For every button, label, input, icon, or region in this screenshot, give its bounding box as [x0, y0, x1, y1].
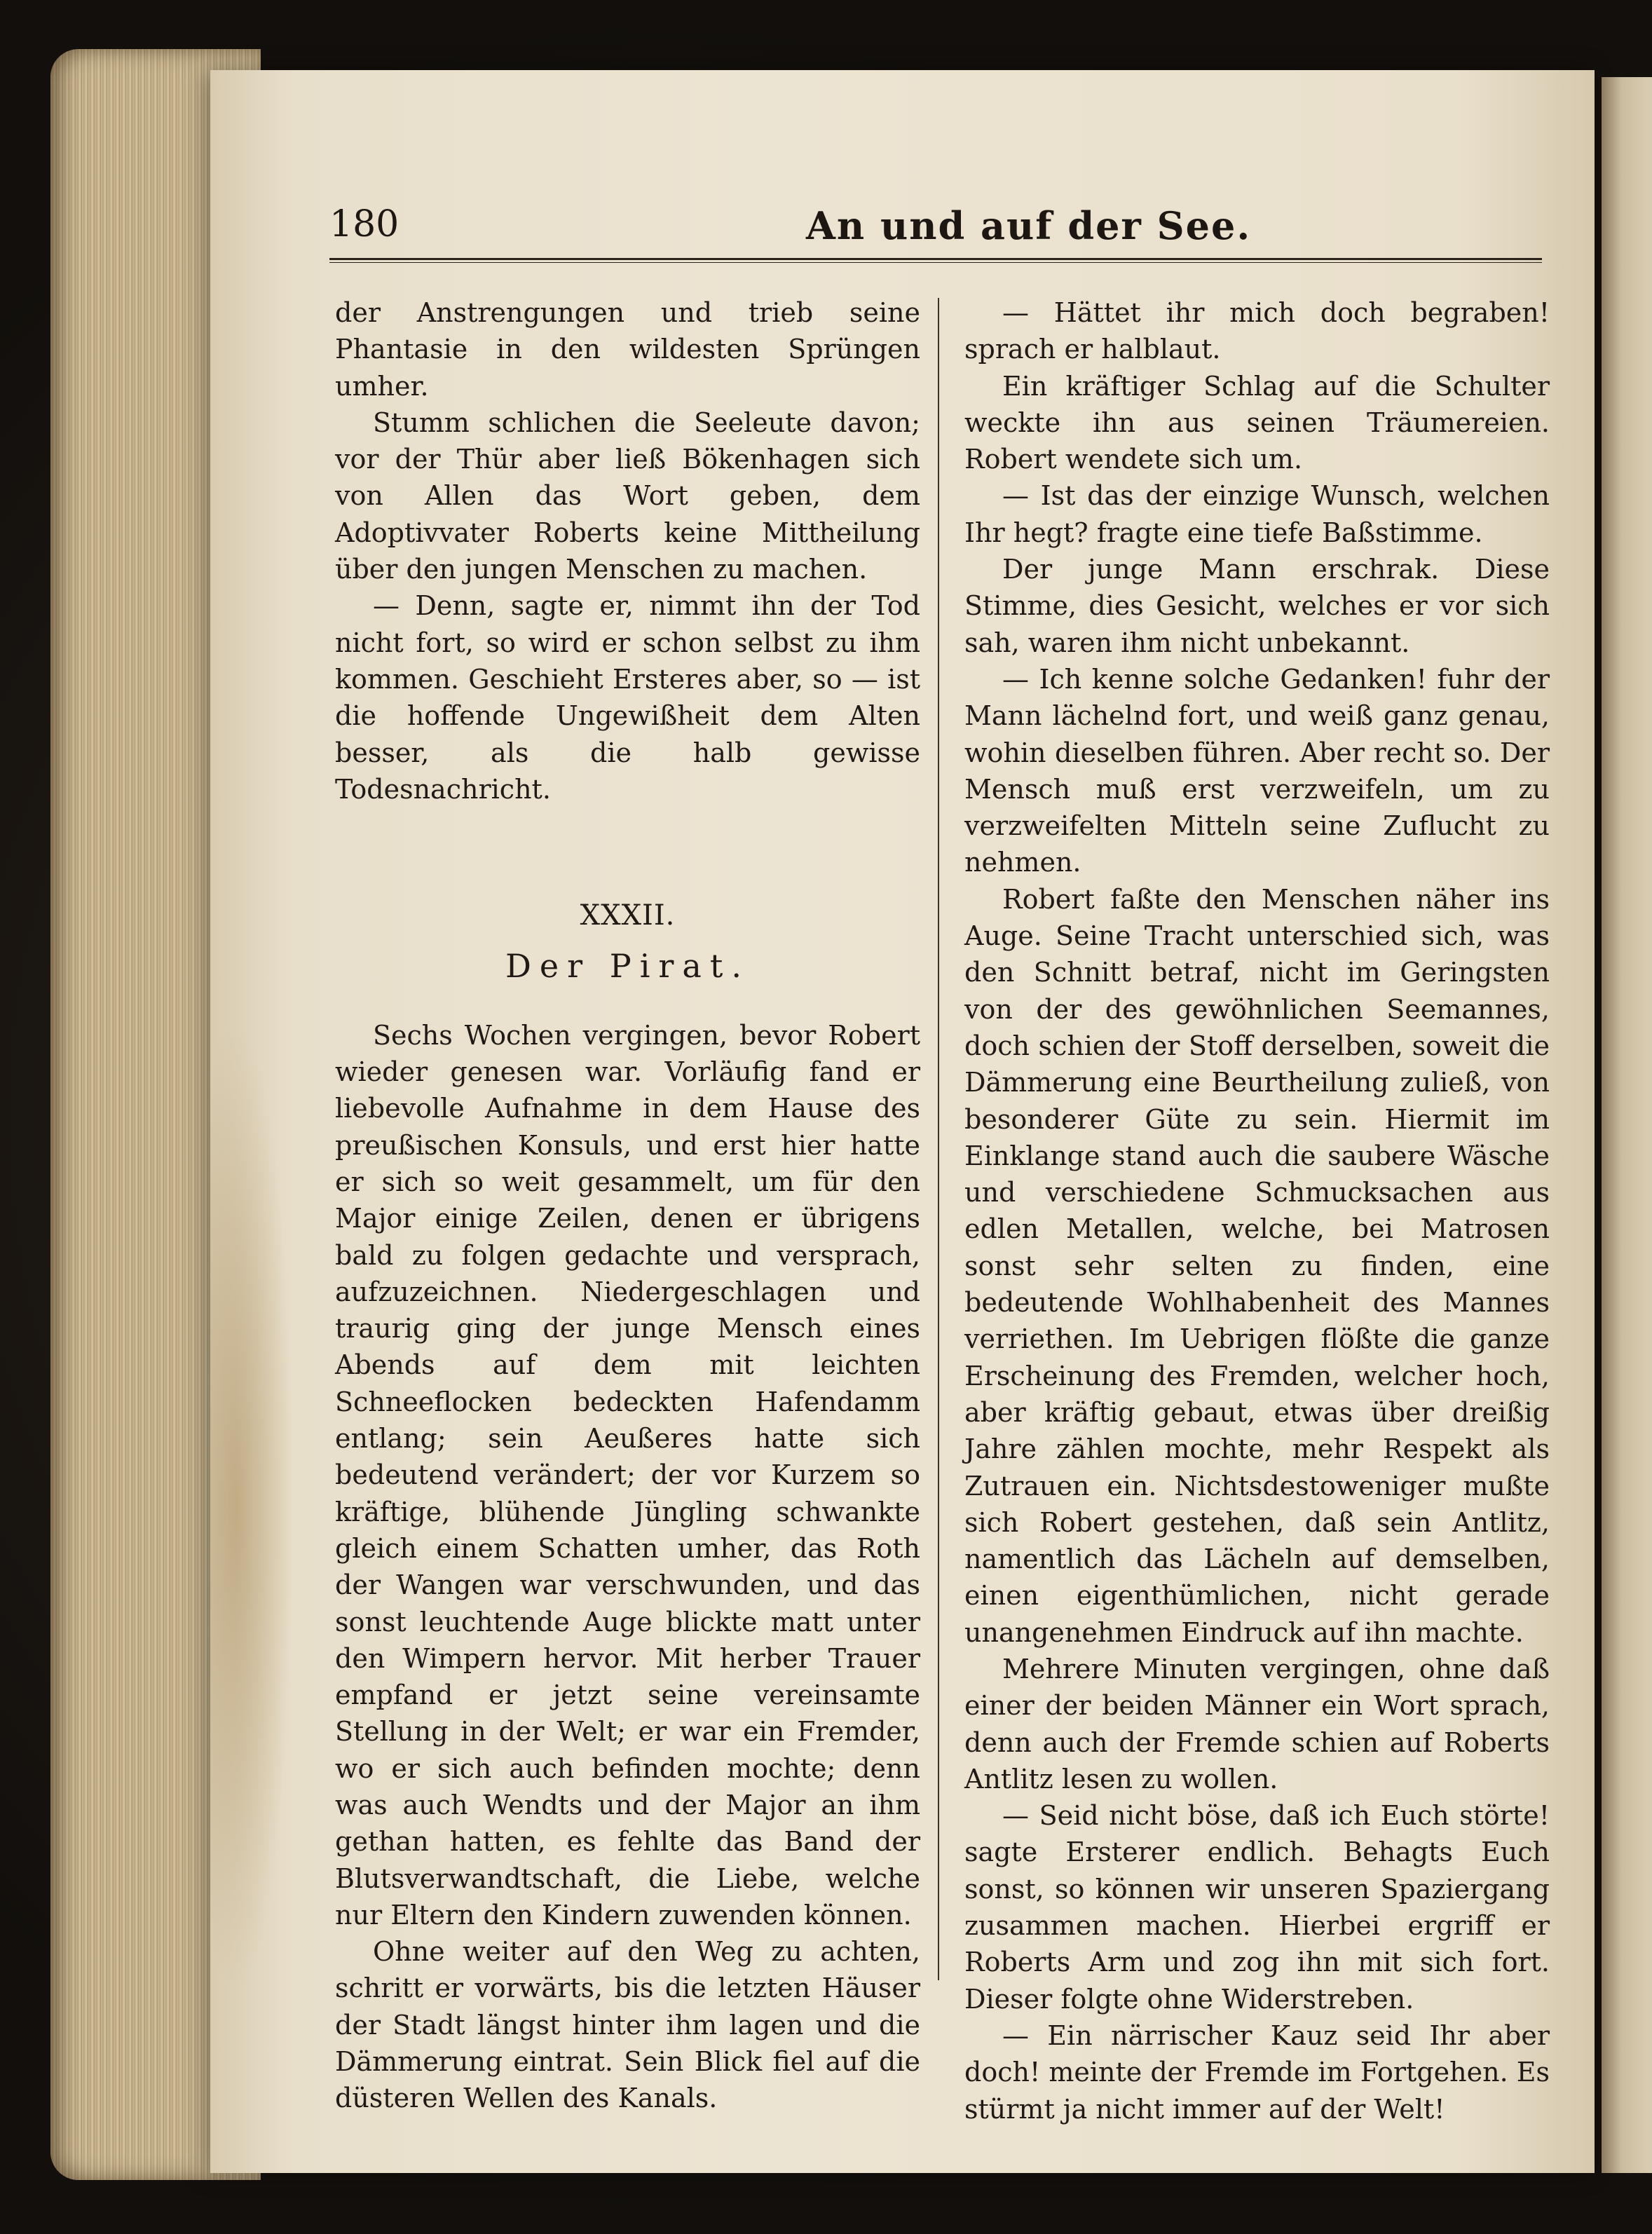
- paragraph: Der junge Mann erschrak. Diese Stimme, dies Gesicht, welches er vor sich sah, waren ihm nicht unbekannt.: [964, 554, 1550, 658]
- facing-page-edge: [1602, 77, 1652, 2173]
- chapter-number: XXXII.: [580, 899, 676, 932]
- paragraph: Ohne weiter auf den Weg zu achten, schritt er vorwärts, bis die letzten Häuser der Stadt längst hinter ihm lagen und die Dämmerung eintrat. Sein Blick fiel auf die düsteren Wellen des Kanals.: [335, 1936, 920, 2114]
- paragraph: — Ein närrischer Kauz seid Ihr aber doch! meinte der Fremde im Fortgehen. Es stürmt ja nicht immer auf der Welt!: [964, 2020, 1550, 2125]
- paragraph: — Hättet ihr mich doch begraben! sprach er halblaut.: [964, 297, 1550, 365]
- paragraph: — Ich kenne solche Gedanken! fuhr der Mann lächelnd fort, und weiß ganz genau, wohin dieselben führen. Aber recht so. Der Mensch muß erst verzweifeln, um zu verzweifelten Mitteln seine Zuflucht zu nehmen.: [964, 663, 1550, 878]
- paragraph: — Seid nicht böse, daß ich Euch störte! sagte Ersterer endlich. Behagts Euch sonst, so können wir unseren Spaziergang zusammen machen. Hierbei ergriff er Roberts Arm und zog ihn mit sich fort. Dieser folgte ohne Widerstreben.: [964, 1800, 1550, 2015]
- paragraph: Robert faßte den Menschen näher ins Auge. Seine Tracht unterschied sich, was den Schnitt betraf, nicht im Geringsten von der des gewöhnlichen Seemannes, doch schien der Stoff derselben, soweit die Dämmerung eine Beurtheilung zuließ, von besonderer Güte zu sein. Hiermit im Einklange stand auch die saubere Wäsche und verschiedene Schmucksachen aus edlen Metallen, welche, bei Matrosen sonst sehr selten zu finden, eine bedeutende Wohlhabenheit des Mannes verriethen. Im Uebrigen flößte die ganze Erscheinung des Fremden, welcher hoch, aber kräftig gebaut, etwas über dreißig Jahre zählen mochte, mehr Respekt als Zutrauen ein. Nichtsdestoweniger mußte sich Robert gestehen, daß sein Antlitz, namentlich das Lächeln auf demselben, einen eigenthümlichen, nicht gerade unangenehmen Eindruck auf ihn machte.: [964, 883, 1550, 1648]
- paragraph: Ein kräftiger Schlag auf die Schulter weckte ihn aus seinen Träumereien. Robert wendete sich um.: [964, 370, 1550, 475]
- page-number: 180: [329, 203, 400, 245]
- right-column: [964, 294, 1550, 2127]
- paragraph: Sechs Wochen vergingen, bevor Robert wieder genesen war. Vorläufig fand er liebevolle Aufnahme in dem Hause des preußischen Konsuls, und erst hier hatte er sich so weit gesammelt, um für den Major einige Zeilen, denen er übrigens bald zu folgen gedachte und versprach, aufzuzeichnen. Niedergeschlagen und traurig ging der junge Mensch eines Abends auf dem mit leichten Schneeflocken bedeckten Hafendamm entlang; sein Aeußeres hatte sich bedeutend verändert; der vor Kurzem so kräftige, blühende Jüngling schwankte gleich einem Schatten umher, das Roth der Wangen war verschwunden, und das sonst leuchtende Auge blickte matt unter den Wimpern hervor. Mit herber Trauer empfand er jetzt seine vereinsamte Stellung in der Welt; er war ein Fremder, wo er sich auch befinden mochte; denn was auch Wendts und der Major an ihm gethan hatten, es fehlte das Band der Blutsverwandtschaft, die Liebe, welche nur Eltern den Kindern zuwenden können.: [335, 1019, 920, 1930]
- paragraph: Mehrere Minuten vergingen, ohne daß einer der beiden Männer ein Wort sprach, denn auch der Fremde schien auf Roberts Antlitz lesen zu wollen.: [964, 1653, 1550, 1794]
- paragraph: — Denn, sagte er, nimmt ihn der Tod nicht fort, so wird er schon selbst zu ihm kommen. Geschieht Ersteres aber, so — ist die hoffende Ungewißheit dem Alten besser, als die halb gewisse Todesnachricht.: [335, 590, 920, 805]
- paper-stain: [210, 1016, 294, 1998]
- header-rule: [329, 258, 1542, 263]
- page-header: [329, 203, 1542, 252]
- paragraph: Stumm schlichen die Seeleute davon; vor der Thür aber ließ Bökenhagen sich von Allen das Wort geben, dem Adoptivvater Roberts keine Mittheilung über den jungen Menschen zu machen.: [335, 407, 920, 585]
- left-column: [335, 294, 920, 2117]
- chapter-title: Der Pirat.: [505, 947, 750, 986]
- running-title: An und auf der See.: [806, 203, 1252, 248]
- paragraph: — Ist das der einzige Wunsch, welchen Ihr hegt? fragte eine tiefe Baßstimme.: [964, 480, 1550, 548]
- column-divider: [938, 298, 939, 1980]
- paragraph: der Anstrengungen und trieb seine Phantasie in den wildesten Sprüngen umher.: [335, 297, 920, 402]
